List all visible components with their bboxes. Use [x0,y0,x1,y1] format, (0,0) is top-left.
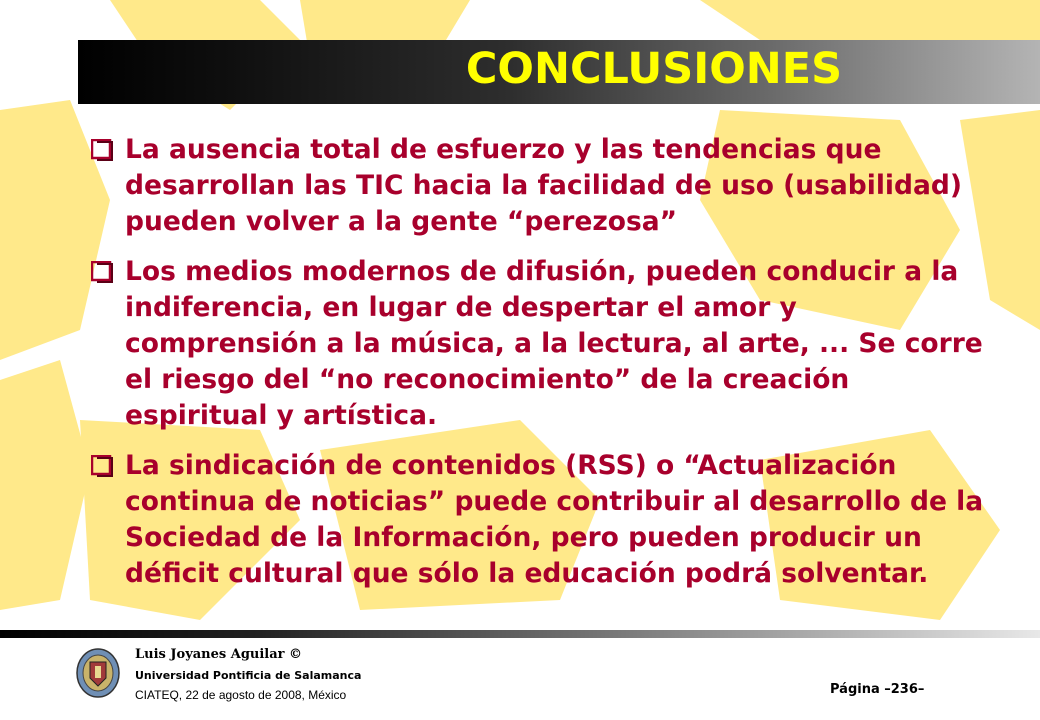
footer-event: CIATEQ, 22 de agosto de 2008, México [135,688,347,702]
bullet-text: La sindicación de contenidos (RSS) o “Actualización continua de noticias” puede contribuir al desarrollo de la Sociedad de la Información, pero pueden producir un déficit cultural que sólo la educación podrá solventar. [125,450,984,589]
bullet-item [88,448,988,592]
bullet-item [88,254,988,434]
checkbox-square-icon [91,455,113,477]
footer-university: Universidad Pontificia de Salamanca [135,669,362,682]
checkbox-square-icon [91,139,113,161]
bullet-text: Los medios modernos de difusión, pueden conducir a la indiferencia, en lugar de despertar el amor y comprensión a la música, a la lectura, al arte, ... Se corre el riesgo del “no reconocimiento” de la creación espiritual y artística. [125,256,983,431]
footer-author: Luis Joyanes Aguilar © [135,647,303,662]
bullet-item [88,132,988,240]
page-number: Página –236– [830,682,925,697]
footer-divider [0,630,1040,638]
checkbox-square-icon [91,261,113,283]
title-bar [78,40,1040,104]
university-seal-icon [76,648,120,698]
slide-title: CONCLUSIONES [465,44,843,94]
bullet-text: La ausencia total de esfuerzo y las tendencias que desarrollan las TIC hacia la facilidad de uso (usabilidad) pueden volver a la gente “perezosa” [125,134,962,237]
bullet-list [88,132,988,606]
